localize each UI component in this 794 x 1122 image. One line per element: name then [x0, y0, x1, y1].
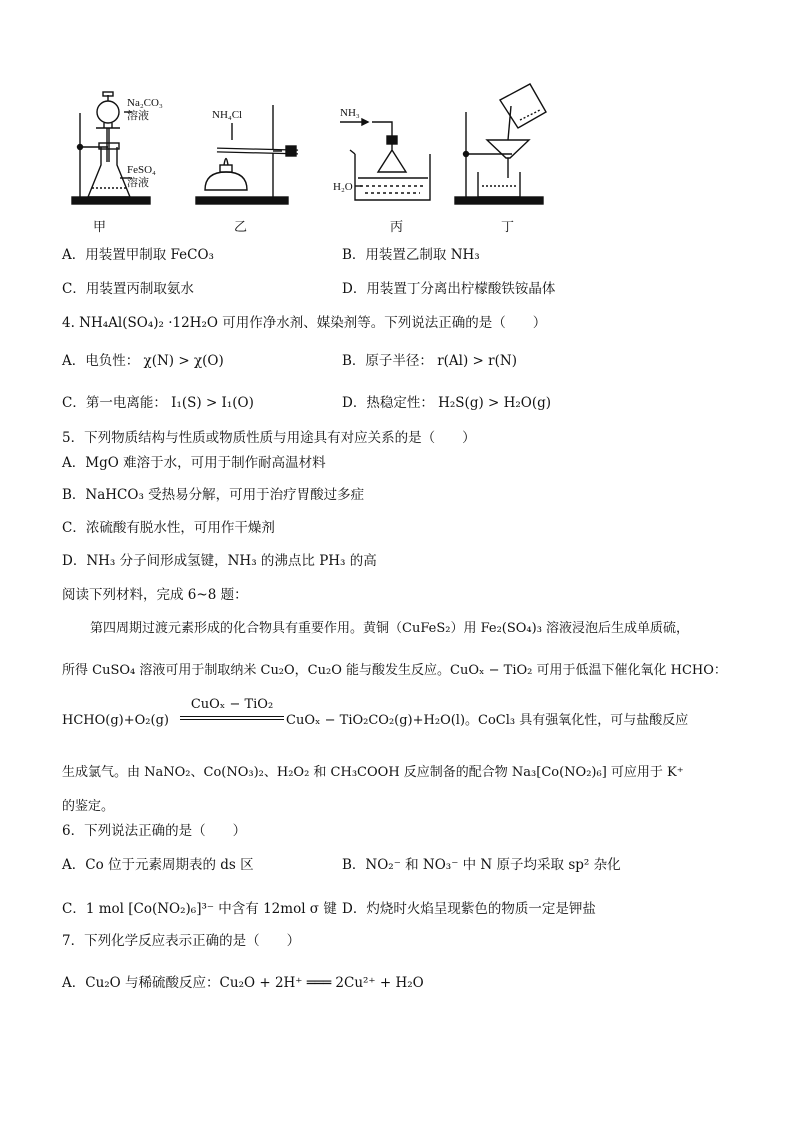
- q5-option-a: A．MgO 难溶于水，可用于制作耐高温材料: [62, 455, 326, 471]
- reading-intro: 阅读下列材料，完成 6~8 题：: [62, 587, 248, 603]
- apparatus-bing: [340, 119, 430, 200]
- q4-option-d: D．热稳定性： H₂S(g) > H₂O(g): [342, 395, 552, 411]
- bing-gas: NH₃: [340, 107, 360, 119]
- bing-liquid: H₂O: [333, 181, 353, 193]
- q6-stem: 6．下列说法正确的是（ ）: [62, 823, 247, 839]
- caption-jia: 甲: [93, 220, 107, 235]
- reading-eq-arrow-line-2: [180, 719, 284, 720]
- q6-option-a: A．Co 位于元素周期表的 ds 区: [62, 857, 254, 873]
- reading-p1: 第四周期过渡元素形成的化合物具有重要作用。黄铜（CuFeS₂）用 Fe₂(SO₄)₃ 溶液浸泡后生成单质硫，: [90, 621, 690, 636]
- q6-option-d: D．灼烧时火焰呈现紫色的物质一定是钾盐: [342, 901, 596, 917]
- q4-option-a: A．电负性： χ(N) > χ(O): [62, 353, 224, 369]
- q5-option-c: C．浓硫酸有脱水性，可用作干燥剂: [62, 520, 275, 536]
- reading-eq-catalyst: CuOₓ − TiO₂: [190, 697, 274, 712]
- q4-option-c: C．第一电离能： I₁(S) > I₁(O): [62, 395, 254, 411]
- caption-ding: 丁: [501, 220, 515, 235]
- q5-option-b: B．NaHCO₃ 受热易分解，可用于治疗胃酸过多症: [62, 487, 365, 503]
- apparatus-ding: [455, 84, 546, 204]
- jia-reagent-top: Na₂CO₃: [127, 97, 163, 109]
- caption-bing: 丙: [390, 220, 404, 235]
- jia-reagent-top-2: 溶液: [127, 110, 149, 122]
- jia-reagent-flask-2: 溶液: [127, 177, 149, 189]
- jia-reagent-flask: FeSO₄: [127, 164, 156, 176]
- q3-option-d: D．用装置丁分离出柠檬酸铁铵晶体: [342, 281, 556, 297]
- q3-option-b: B．用装置乙制取 NH₃: [342, 247, 480, 263]
- q6-option-c: C．1 mol [Co(NO₂)₆]³⁻ 中含有 12mol σ 键: [62, 901, 337, 917]
- q7-stem: 7．下列化学反应表示正确的是（ ）: [62, 933, 301, 949]
- reading-eq-right: CuOₓ − TiO₂CO₂(g)+H₂O(l)。CoCl₃ 具有强氧化性，可与盐酸反应: [286, 713, 689, 728]
- reading-p4: 生成氯气。由 NaNO₂、Co(NO₃)₂、H₂O₂ 和 CH₃COOH 反应制备的配合物 Na₃[Co(NO₂)₆] 可应用于 K⁺: [62, 765, 684, 780]
- q4-stem: 4. NH₄Al(SO₄)₂ ·12H₂O 可用作净水剂、媒染剂等。下列说法正确的是（ ）: [62, 315, 547, 331]
- q5-stem: 5．下列物质结构与性质或物质性质与用途具有对应关系的是（ ）: [62, 430, 476, 446]
- reading-eq-arrow-line: [180, 716, 284, 717]
- reading-p5: 的鉴定。: [62, 799, 115, 814]
- q7-option-a: A．Cu₂O 与稀硫酸反应：Cu₂O + 2H⁺ ═══ 2Cu²⁺ + H₂O: [62, 975, 424, 991]
- yi-reagent: NH₄Cl: [212, 109, 243, 121]
- caption-yi: 乙: [234, 220, 248, 235]
- apparatus-figure: [0, 0, 794, 240]
- q6-option-b: B．NO₂⁻ 和 NO₃⁻ 中 N 原子均采取 sp² 杂化: [342, 857, 621, 873]
- reading-eq-left: HCHO(g)+O₂(g): [62, 713, 169, 728]
- q5-option-d: D．NH₃ 分子间形成氢键，NH₃ 的沸点比 PH₃ 的高: [62, 553, 377, 569]
- reading-p2: 所得 CuSO₄ 溶液可用于制取纳米 Cu₂O，Cu₂O 能与酸发生反应。CuOₓ − TiO₂ 可用于低温下催化氧化 HCHO：: [62, 663, 727, 678]
- q3-option-a: A．用装置甲制取 FeCO₃: [62, 247, 214, 263]
- q4-option-b: B．原子半径： r(Al) > r(N): [342, 353, 517, 369]
- q3-option-c: C．用装置丙制取氨水: [62, 281, 194, 297]
